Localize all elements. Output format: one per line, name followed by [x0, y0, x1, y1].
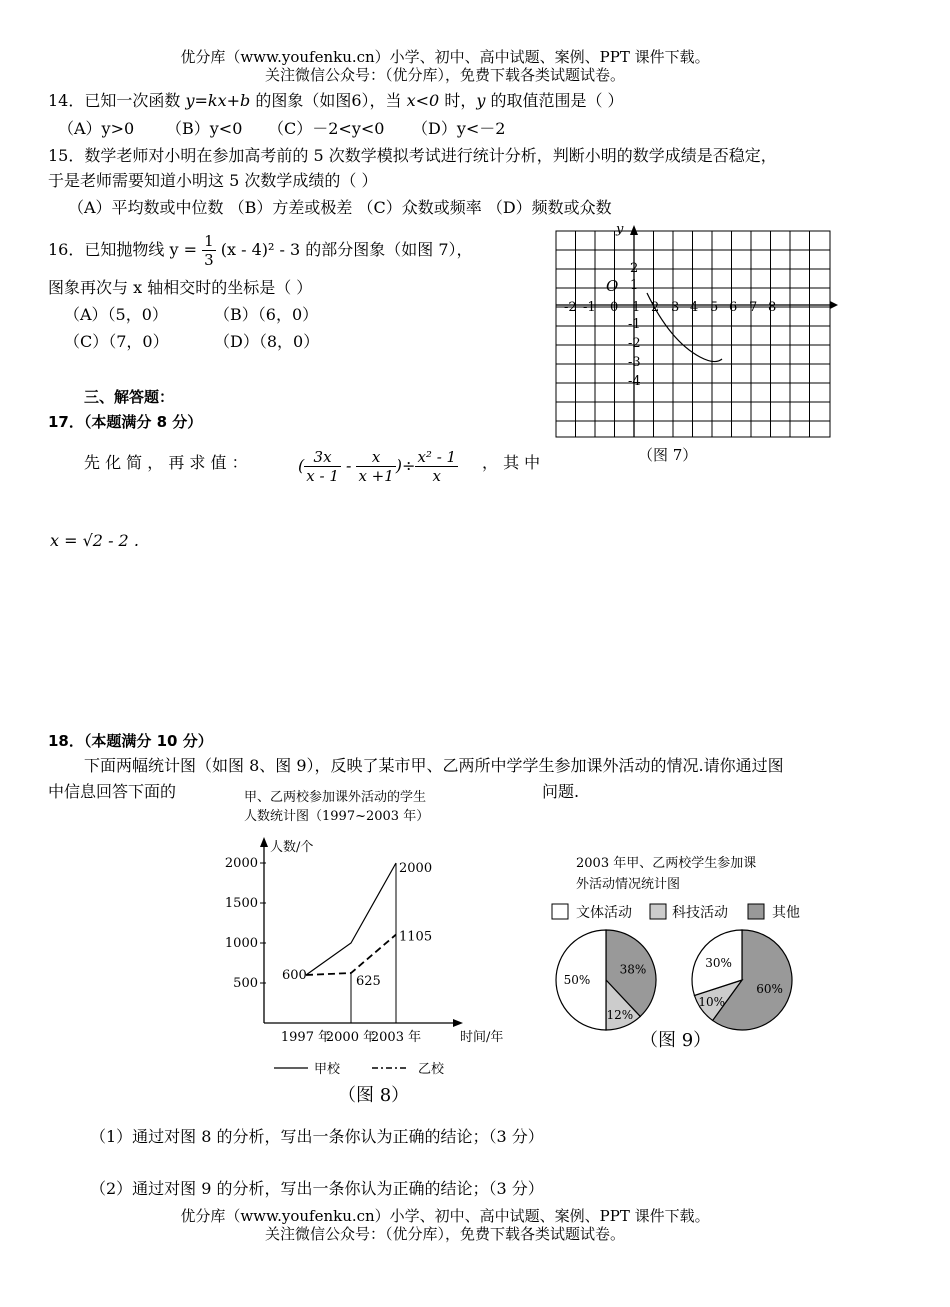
q14-option-c: （C）－2<y<0 [268, 119, 385, 138]
fig7-xtick: 2 [651, 300, 660, 315]
q17-f1-num: 3x [304, 448, 341, 467]
fig7-xtick: 8 [768, 300, 777, 315]
q15-options: （A）平均数或中位数 （B）方差或极差 （C）众数或频率 （D）频数或众数 [68, 198, 612, 217]
fig9-legend-1: 文体活动 [576, 905, 632, 921]
fig8-y-tick-label: 2000 [224, 856, 258, 871]
q16-option-a: （A）（5，0） [64, 305, 168, 324]
q17-paren-close: )÷ [395, 456, 416, 475]
q17-f3-den: x [432, 467, 441, 485]
fig8-series [306, 863, 396, 1023]
q16-stem-b: (x - 4)² - 3 的部分图象（如图 7）， [220, 240, 473, 259]
q17-f1-den: x - 1 [306, 467, 339, 485]
fig9-pie-group [556, 930, 792, 1030]
fig7-xtick: -1 [583, 300, 596, 315]
fig7-xtick: 5 [710, 300, 719, 315]
q18-line-2a: 中信息回答下面的 [48, 782, 177, 801]
q16-frac-den: 3 [204, 251, 214, 269]
fig8-y-tick-label: 1000 [224, 936, 258, 951]
q16-option-d: （D）（8，0） [214, 332, 320, 351]
q16-stem [48, 232, 473, 269]
fig9-pie-label: 60% [756, 981, 783, 996]
q14-stem-a: 14．已知一次函数 [48, 91, 186, 110]
fig9-pie-label: 30% [705, 955, 732, 970]
fig7-ytick: 2 [630, 261, 639, 276]
fig9-title-2: 外活动情况统计图 [576, 877, 681, 892]
q17-expression [298, 448, 458, 485]
fig7-grid [556, 231, 830, 437]
fig7-xtick: 1 [632, 300, 641, 315]
fig7-ytick: 1 [630, 278, 639, 293]
footer-line-2: 关注微信公众号：（优分库），免费下载各类试题试卷。 [264, 1225, 625, 1243]
q16-fraction [202, 232, 216, 269]
fig9-pie-label: 50% [563, 973, 591, 987]
fig7-y-arrow-icon [630, 225, 638, 235]
fig8-title-1: 甲、乙两校参加课外活动的学生 [244, 790, 427, 805]
q17-frac-1 [304, 448, 341, 485]
fig8-data-label: 1105 [399, 929, 433, 945]
q17-f2-num: x [356, 448, 395, 467]
q16-frac-num: 1 [204, 232, 214, 250]
fig8-xlabel: 时间/年 [460, 1030, 504, 1045]
q14-stem-c: 时， [439, 91, 477, 110]
q18-sub-1: （1）通过对图 8 的分析，写出一条你认为正确的结论；（3 分） [90, 1127, 544, 1146]
fig9-legend-swatch-1 [552, 904, 568, 919]
footer-line-1: 优分库（www.youfenku.cn）小学、初中、高中试题、案例、PPT 课件下载。 [180, 1207, 710, 1225]
fig9-pie-label: 12% [606, 1007, 634, 1022]
fig8-y-tick-label: 500 [233, 976, 258, 991]
q17-f3-num: x² - 1 [417, 448, 457, 466]
fig7-xtick: 0 [610, 300, 619, 315]
header-line-2: 关注微信公众号：（优分库），免费下载各类试题试卷。 [264, 66, 625, 84]
fig7-ytick: -3 [628, 355, 641, 370]
q14-var-y: y [476, 91, 486, 110]
fig8-series-line-b [306, 935, 396, 975]
q17-f2-den: x +1 [358, 467, 394, 485]
q16-stem-a: 16．已知抛物线 y = [48, 240, 197, 259]
q16-option-b: （B）（6，0） [214, 305, 319, 324]
fig9-title-1: 2003 年甲、乙两校学生参加课 [576, 856, 757, 871]
fig7-xtick: 4 [690, 300, 699, 315]
fig7-ytick: -4 [628, 374, 641, 389]
q17-frac-3 [415, 448, 458, 485]
q18-line-2b: 问题. [542, 782, 580, 801]
fig8-y-ticks [225, 856, 266, 991]
q14-stem [48, 90, 624, 112]
fig8-x-tick-label: 1997 年 [280, 1030, 332, 1045]
q15-line-1: 15．数学老师对小明在参加高考前的 5 次数学模拟考试进行统计分析，判断小明的数学成绩是否稳定， [48, 146, 777, 165]
fig7-xtick: 6 [729, 300, 738, 315]
fig8-legend-b: 乙校 [418, 1062, 445, 1077]
fig8-data-labels [282, 861, 432, 989]
q15-line-2: 于是老师需要知道小明这 5 次数学成绩的（ ） [48, 171, 378, 190]
q17-paren-open: ( [298, 456, 305, 475]
fig9-caption: （图 9） [640, 1030, 712, 1051]
q14-cond: x<0 [406, 91, 440, 110]
fig7-ytick: -2 [628, 336, 641, 351]
fig7-xtick: -2 [564, 300, 577, 315]
q17-frac-2 [356, 448, 395, 485]
fig7-origin-label: O [606, 277, 619, 295]
fig9-legend-swatch-2 [650, 904, 666, 919]
fig8-data-label: 625 [356, 974, 381, 989]
fig8-x-ticks [281, 1029, 421, 1045]
q18-line-1: 下面两幅统计图（如图 8、图 9），反映了某市甲、乙两所中学学生参加课外活动的情况.请你通过图 [84, 756, 784, 775]
fig8-y-arrow-icon [260, 837, 268, 847]
q17-minus: - [345, 456, 352, 475]
q14-option-a: （A）y>0 [58, 119, 135, 138]
q14-func: y=kx+b [185, 91, 251, 110]
fig7-y-label: y [616, 225, 624, 237]
q14-option-b: （B）y<0 [166, 119, 243, 138]
fig8-x-tick-label: 2003 年 [370, 1030, 422, 1045]
q18-sub-2: （2）通过对图 9 的分析，写出一条你认为正确的结论；（3 分） [90, 1179, 544, 1198]
fig8-series-line-a [306, 863, 396, 975]
fig9-legend-2: 科技活动 [672, 905, 728, 921]
q14-stem-d: 的取值范围是（ ） [485, 91, 624, 110]
q16-line-2: 图象再次与 x 轴相交时的坐标是（ ） [48, 278, 313, 297]
fig7-xtick: 3 [671, 300, 680, 315]
q17-title: 17．（本题满分 8 分） [48, 413, 203, 431]
figure-9-pie-charts [548, 850, 808, 1055]
fig7-y-ticks [628, 261, 641, 389]
fig8-y-tick-label: 1500 [224, 896, 258, 911]
fig9-pie-label: 10% [698, 995, 725, 1010]
figure-8-line-chart [220, 785, 520, 1115]
q17-text: 先 化 简 ， 再 求 值 ： [84, 453, 248, 472]
fig7-ytick: -1 [628, 317, 641, 332]
q14-stem-b: 的图象（如图6），当 [250, 91, 407, 110]
q14-option-d: （D）y<－2 [412, 119, 506, 138]
q16-option-c: （C）（7，0） [64, 332, 169, 351]
fig9-legend-3: 其他 [772, 905, 800, 921]
fig9-legend-swatch-3 [748, 904, 764, 919]
header-line-1: 优分库（www.youfenku.cn）小学、初中、高中试题、案例、PPT 课件下载。 [180, 48, 710, 66]
fig8-data-label: 2000 [399, 861, 433, 876]
fig8-x-tick-label: 2000 年 [325, 1030, 377, 1045]
fig9-pie-label: 38% [619, 962, 647, 977]
q18-title: 18．（本题满分 10 分） [48, 732, 213, 750]
q17-value: x = √2 - 2 . [50, 531, 139, 550]
fig7-xtick: 7 [749, 300, 758, 315]
fig8-legend-a: 甲校 [314, 1062, 341, 1077]
section-3-title: 三、解答题： [84, 388, 175, 406]
fig7-x-arrow-icon [830, 301, 838, 309]
fig8-ylabel: 人数/个 [270, 840, 314, 855]
figure-7-graph [550, 225, 840, 445]
fig8-x-arrow-icon [453, 1019, 463, 1027]
q17-tail: ， 其 中 [482, 453, 541, 472]
fig8-title-2: 人数统计图（1997~2003 年） [244, 809, 430, 824]
fig8-data-label: 600 [282, 968, 307, 983]
fig7-caption: （图 7） [638, 446, 698, 464]
fig8-caption: （图 8） [338, 1085, 410, 1106]
